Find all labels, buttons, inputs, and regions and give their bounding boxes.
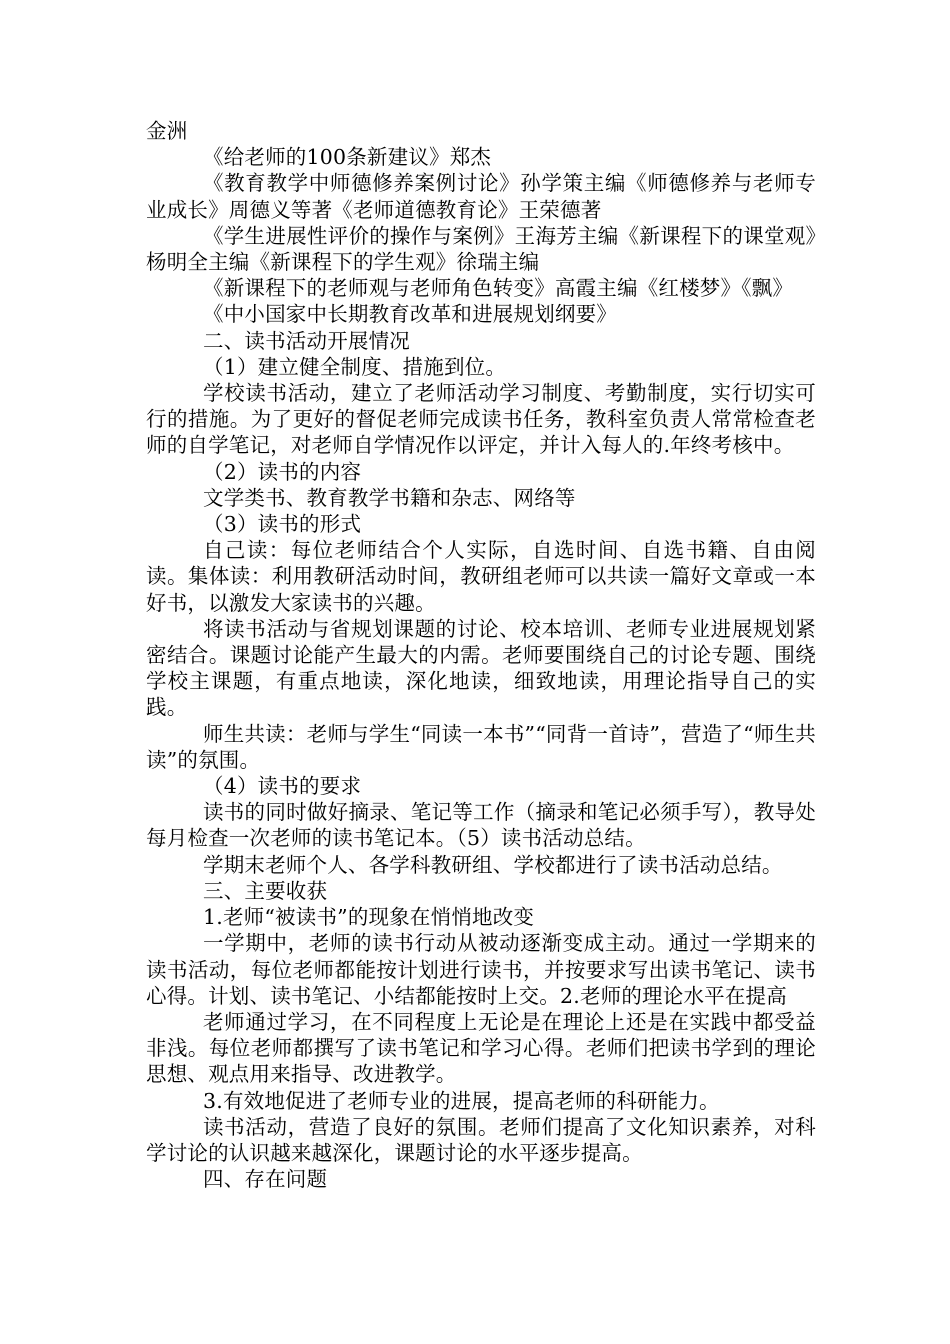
section-heading-activities: 二、读书活动开展情况 [203, 328, 410, 353]
paragraph-book-list-4: 《新课程下的老师观与老师角色转变》高霞主编《红楼梦》《飘》 [203, 276, 794, 301]
subheading-system: （1）建立健全制度、措施到位。 [203, 354, 507, 379]
paragraph-summary: 学期末老师个人、各学科教研组、学校都进行了读书活动总结。 [203, 852, 783, 877]
section-heading-problems: 四、存在问题 [203, 1167, 328, 1192]
paragraph-book-list-5: 《中小国家中长期教育改革和进展规划纲要》 [203, 302, 617, 327]
section-heading-gains: 三、主要收获 [203, 878, 328, 903]
paragraph-system: 学校读书活动，建立了老师活动学习制度、考勤制度，实行切实可行的措施。为了更好的督促老师完成读书任务，教科室负责人常常检查老师的自学笔记，对老师自学情况作以评定，并计入每人的.年终考核中。 [146, 381, 816, 458]
subheading-content: （2）读书的内容 [203, 459, 362, 484]
paragraph-author-tail: 金洲 [146, 119, 188, 143]
subheading-gain-1: 1.老师“被读书”的现象在悄悄地改变 [203, 905, 535, 930]
paragraph-gain-3: 读书活动，营造了良好的氛围。老师们提高了文化知识素养，对科学讨论的认识越来越深化，课题讨论的水平逐步提高。 [146, 1114, 816, 1165]
subheading-gain-3: 3.有效地促进了老师专业的进展，提高老师的科研能力。 [203, 1088, 720, 1113]
paragraph-content: 文学类书、教育教学书籍和杂志、网络等 [203, 485, 576, 510]
paragraph-book-list-2: 《教育教学中师德修养案例讨论》孙学策主编《师德修养与老师专业成长》周德义等著《老师道德教育论》王荣德著 [146, 171, 816, 222]
subheading-requirements: （4）读书的要求 [203, 774, 362, 799]
paragraph-gain-1: 一学期中，老师的读书行动从被动逐渐变成主动。通过一学期来的读书活动，每位老师都能按计划进行读书，并按要求写出读书笔记、读书心得。计划、读书笔记、小结都能按时上交。2.老师的理论水平在提高 [146, 931, 816, 1008]
paragraph-shared-reading: 师生共读：老师与学生“同读一本书”“同背一首诗”，营造了“师生共读”的氛围。 [146, 721, 816, 772]
paragraph-book-list-1: 《给老师的100条新建议》郑杰 [203, 145, 492, 170]
paragraph-research-integration: 将读书活动与省规划课题的讨论、校本培训、老师专业进展规划紧密结合。课题讨论能产生最大的内需。老师要围绕自己的讨论专题、围绕学校主课题，有重点地读，深化地读，细致地读，用理论指导自己的实践。 [146, 616, 816, 720]
paragraph-self-reading: 自己读：每位老师结合个人实际，自选时间、自选书籍、自由阅读。集体读：利用教研活动时间，教研组老师可以共读一篇好文章或一本好书，以激发大家读书的兴趣。 [146, 538, 816, 615]
subheading-form: （3）读书的形式 [203, 512, 362, 537]
paragraph-requirements: 读书的同时做好摘录、笔记等工作（摘录和笔记必须手写），教导处每月检查一次老师的读书笔记本。（5）读书活动总结。 [146, 800, 816, 851]
document-body [146, 118, 816, 1192]
paragraph-gain-2: 老师通过学习，在不同程度上无论是在理论上还是在实践中都受益非浅。每位老师都撰写了读书笔记和学习心得。老师们把读书学到的理论思想、观点用来指导、改进教学。 [146, 1009, 816, 1087]
paragraph-book-list-3: 《学生进展性评价的操作与案例》王海芳主编《新课程下的课堂观》杨明全主编《新课程下的学生观》徐瑞主编 [146, 223, 816, 275]
